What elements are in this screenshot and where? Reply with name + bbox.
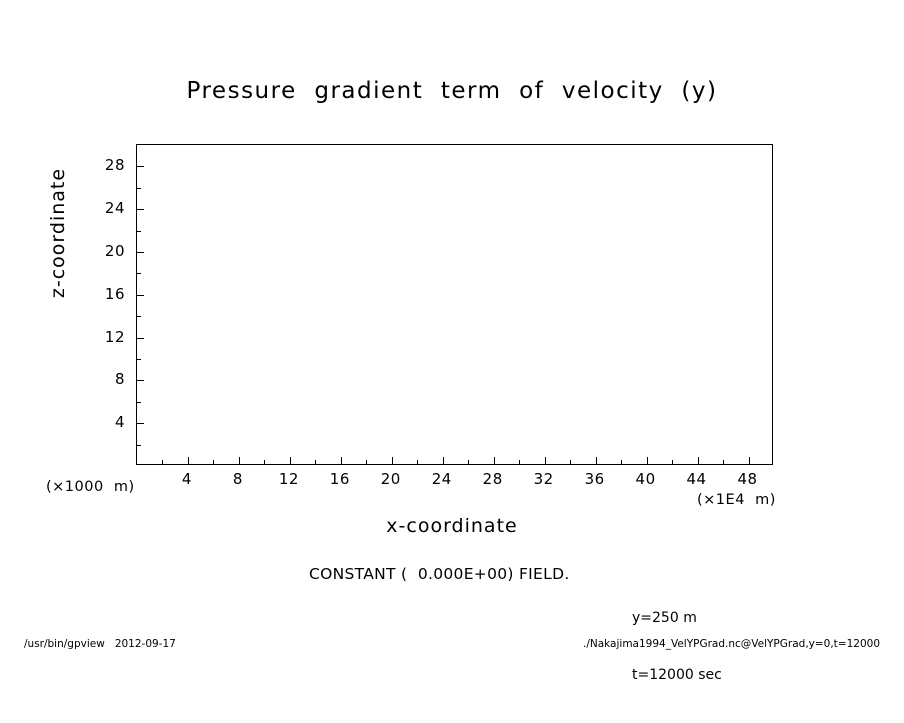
constant-field-note: CONSTANT ( 0.000E+00) FIELD. (309, 565, 570, 583)
x-axis-tick (290, 457, 291, 464)
x-axis-tick (698, 457, 699, 464)
y-axis-tick-label: 20 (104, 242, 125, 260)
x-axis-tick (723, 460, 724, 464)
x-axis-tick (162, 460, 163, 464)
footer-source: ./Nakajima1994_VelYPGrad.nc@VelYPGrad,y=0,t=12000 (583, 638, 880, 650)
slice-y-value: y=250 m (632, 610, 697, 626)
x-axis-tick-label: 48 (737, 470, 758, 488)
x-axis-tick (366, 460, 367, 464)
x-unit-annotation: (×1E4 m) (697, 492, 776, 508)
x-axis-tick (672, 460, 673, 464)
y-axis-tick (137, 423, 144, 424)
plot-area (136, 144, 773, 465)
x-axis-tick (647, 457, 648, 464)
slice-t-value: t=12000 sec (632, 667, 722, 683)
x-axis-tick (213, 460, 214, 464)
x-axis-tick (596, 457, 597, 464)
x-axis-tick (417, 460, 418, 464)
y-axis-tick-label: 8 (114, 370, 125, 389)
y-axis-tick-label: 16 (104, 284, 125, 303)
y-axis-tick (137, 316, 141, 317)
x-axis-tick (264, 460, 265, 464)
y-axis-tick-label: 4 (114, 413, 125, 432)
y-axis-tick (137, 445, 141, 446)
x-axis-tick-label: 8 (232, 470, 243, 488)
y-axis-tick (137, 402, 141, 403)
y-axis-tick (137, 209, 144, 210)
x-axis-tick-label: 12 (278, 470, 299, 488)
x-axis-tick-label: 40 (635, 470, 656, 488)
footer-command: /usr/bin/gpview 2012-09-17 (24, 638, 176, 650)
x-axis-tick (188, 457, 189, 464)
x-axis-tick (545, 457, 546, 464)
y-axis-tick (137, 338, 144, 339)
x-axis-tick (341, 457, 342, 464)
x-axis-tick-label: 4 (181, 470, 192, 488)
x-axis-tick-label: 16 (329, 470, 350, 488)
y-axis-tick (137, 252, 144, 253)
x-axis-tick (468, 460, 469, 464)
y-axis-tick (137, 295, 144, 296)
x-axis-tick-label: 36 (584, 470, 605, 488)
y-axis-tick (137, 380, 144, 381)
page-title: Pressure gradient term of velocity (y) (186, 78, 718, 104)
y-axis-tick (137, 231, 141, 232)
x-axis-tick (621, 460, 622, 464)
x-axis-tick (315, 460, 316, 464)
x-axis-tick (392, 457, 393, 464)
y-axis-tick (137, 359, 141, 360)
y-axis-title: z-coordinate (47, 167, 69, 299)
y-axis-tick (137, 188, 141, 189)
x-axis-tick (443, 457, 444, 464)
y-axis-tick (137, 166, 144, 167)
x-axis-tick (749, 457, 750, 464)
x-axis-tick (494, 457, 495, 464)
x-axis-tick (519, 460, 520, 464)
x-axis-tick-label: 44 (686, 470, 707, 488)
y-axis-tick-label: 24 (104, 199, 125, 218)
x-axis-tick-label: 24 (431, 470, 452, 488)
y-unit-annotation: (×1000 m) (46, 479, 135, 495)
x-axis-tick (570, 460, 571, 464)
x-axis-tick (239, 457, 240, 464)
x-axis-tick-label: 32 (533, 470, 554, 488)
x-axis-tick-label: 28 (482, 470, 503, 488)
x-axis-tick-label: 20 (380, 470, 401, 488)
y-axis-tick (137, 273, 141, 274)
y-axis-tick-label: 12 (104, 327, 125, 346)
x-axis-title: x-coordinate (386, 515, 518, 537)
y-axis-tick-label: 28 (104, 156, 125, 175)
